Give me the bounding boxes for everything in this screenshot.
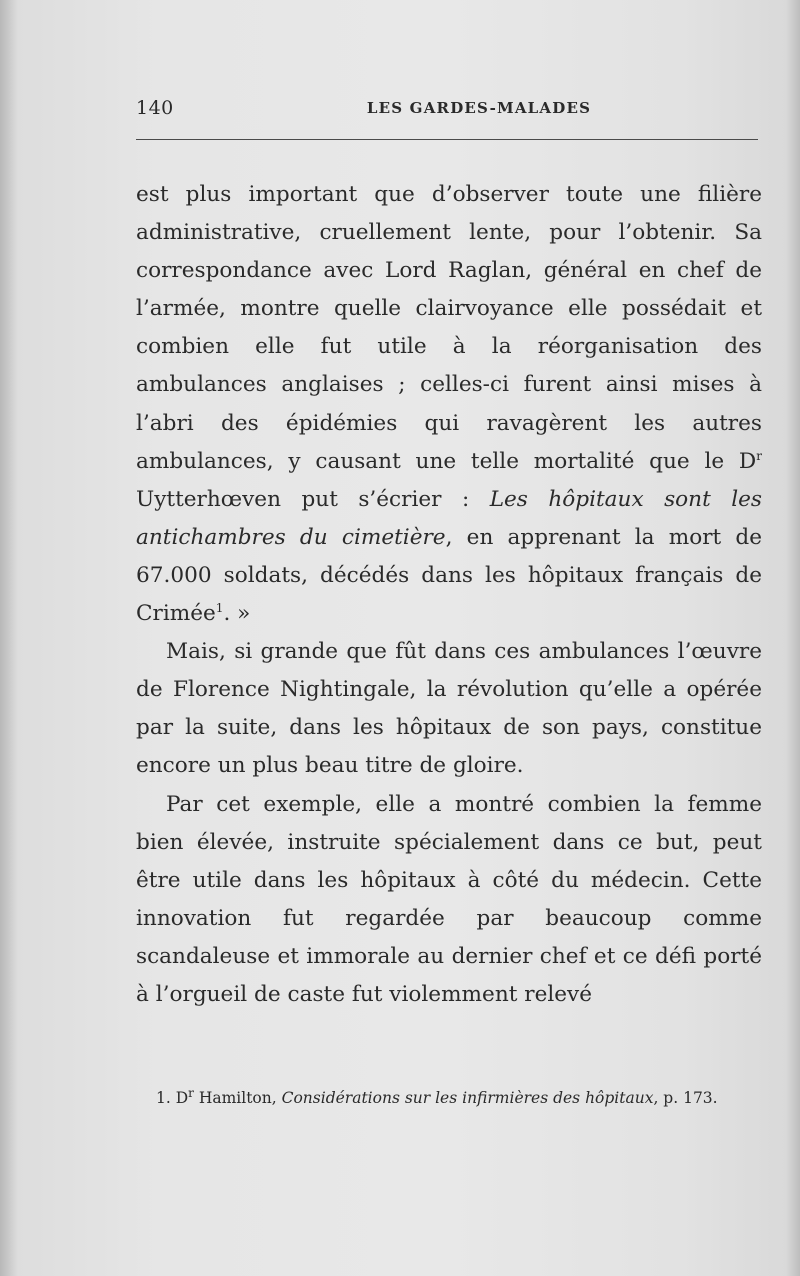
- text-run: est plus important que d’observer toute une filière administrative, cruellement lente, pour l’obtenir. Sa correspondance avec Lord Raglan, général en chef de l’armée, montre quelle clairvoyance elle possédait et combien elle fut utile à la réorganisation des ambulances anglaises ; celles-ci furent ainsi mises à l’abri des épidémies qui ravagèrent les autres ambulances, y causant une telle mortalité que le D: [136, 182, 762, 474]
- text-run: Hamilton,: [193, 1089, 282, 1107]
- page-shadow-left: [0, 0, 18, 1276]
- text-run: , p. 173.: [653, 1089, 718, 1107]
- page-shadow-right: [786, 0, 800, 1276]
- page-number: 140: [136, 97, 174, 119]
- running-title: LES GARDES-MALADES: [366, 99, 592, 117]
- footnote: [136, 1086, 762, 1110]
- paragraph: [136, 176, 762, 633]
- paragraph: [136, 633, 762, 785]
- page-header: [136, 97, 762, 125]
- text-run: . »: [223, 601, 251, 627]
- header-rule: [136, 139, 758, 140]
- body-text: [136, 176, 762, 1014]
- italic-text: Les hôpitaux sont les antichambres du cimetière: [136, 486, 762, 550]
- italic-text: Considérations sur les infirmières des hôpitaux: [281, 1089, 654, 1107]
- footnotes: [136, 1086, 762, 1110]
- paragraph: [136, 786, 762, 1015]
- superscript: r: [756, 448, 762, 463]
- text-run: Par cet exemple, elle a montré combien la femme bien élevée, instruite spécialement dans ce but, peut être utile dans les hôpitaux à côté du médecin. Cette innovation fut regardée par beaucoup comme scandaleuse et immorale au dernier chef et ce défi porté à l’orgueil de caste fut violemment relevé: [136, 791, 762, 1007]
- text-run: Mais, si grande que fût dans ces ambulances l’œuvre de Florence Nightingale, la révolution qu’elle a opérée par la suite, dans les hôpitaux de son pays, constitue encore un plus beau titre de gloire.: [136, 639, 762, 779]
- text-run: 1. D: [156, 1089, 189, 1107]
- text-run: , en apprenant la mort de 67.000 soldats, décédés dans les hôpitaux français de Crimée: [136, 524, 763, 627]
- superscript: 1: [215, 600, 224, 615]
- superscript: r: [188, 1085, 194, 1100]
- text-run: Uytterhœven put s’écrier :: [136, 486, 490, 512]
